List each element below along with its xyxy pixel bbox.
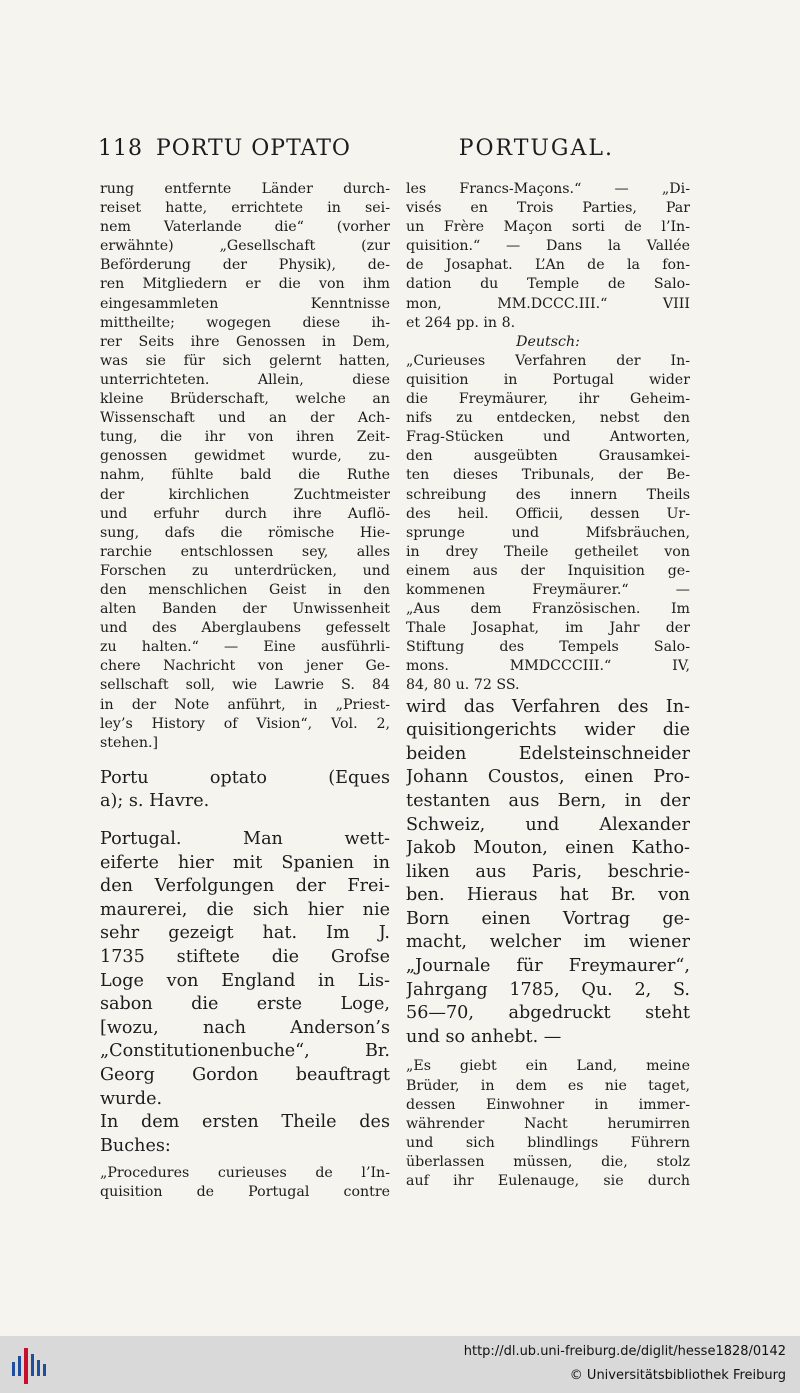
text-line: chere Nachricht von jener Ge- [100,658,390,675]
text-line: In dem ersten Theile des [100,1112,390,1133]
subheading-deutsch: Deutsch: [516,333,580,350]
text-line: erwähnte) „Gesellschaft (zur [100,238,390,255]
text-line: und des Aberglaubens gefesselt [100,620,390,637]
right-running-title: PORTUGAL. [458,136,614,161]
text-line: dessen Einwohner in immer- [406,1096,690,1113]
text-line: les Francs-Maçons.“ — „Di- [406,181,690,197]
text-line: Buches: [100,1135,171,1156]
text-line: in drey Theile getheilet von [406,543,690,560]
text-line: Frag-Stücken und Antworten, [406,429,690,446]
text-line: 84, 80 u. 72 SS. [406,677,520,694]
text-line: und sich blindlings Führern [406,1134,690,1151]
right-column [406,180,690,1191]
text-line: Johann Coustos, einen Pro- [406,767,690,788]
left-running-title: PORTU OPTATO [156,136,351,161]
left-quote-start [100,1164,390,1202]
text-line: sehr gezeigt hat. Im J. [100,923,390,944]
viewer-footer [0,1336,800,1393]
text-line: genossen gewidmet wurde, zu- [100,448,390,465]
text-line: liken aus Paris, beschrie- [406,861,690,882]
text-line: Jakob Mouton, einen Katho- [406,838,690,859]
text-line: Portu optato (Eques [100,767,390,788]
text-line: Beförderung der Physik), de- [100,257,390,274]
text-line: Born einen Vortrag ge- [406,908,690,929]
text-line: und so anhebt. — [406,1026,562,1047]
text-line: wird das Verfahren des In- [406,696,690,717]
text-line: Loge von England in Lis- [100,970,390,991]
text-line: „Journale für Freymaurer“, [406,956,690,977]
text-line: sung, dafs die römische Hie- [100,524,390,541]
text-line: in der Note anführt, in „Priest- [100,696,390,713]
text-line: 1735 stiftete die Grofse [100,946,390,967]
text-line: „Procedures curieuses de l’In- [100,1165,390,1182]
right-quote [406,1057,690,1191]
text-line: Thale Josaphat, im Jahr der [406,620,690,637]
text-line: et 264 pp. in 8. [406,314,516,331]
text-line: Stiftung des Tempels Salo- [406,639,690,656]
text-line: schreibung des innern Theils [406,486,690,503]
text-line: währender Nacht herumirren [406,1115,690,1132]
text-line: mon, MM.DCCC.III.“ VIII [406,295,690,312]
text-line: Brüder, in dem es nie taget, [406,1077,690,1094]
text-line: nifs zu entdecken, nebst den [406,410,690,427]
text-line: „Aus dem Französischen. Im [406,601,690,618]
text-line: rer Seits ihre Genossen in Dem, [100,333,390,350]
text-line: quisition de Portugal contre [100,1184,390,1201]
spacer [100,814,390,828]
text-line: quisition.“ — Dans la Vallée [406,238,690,255]
text-line: „Es giebt ein Land, meine [406,1058,690,1075]
text-line: quisition in Portugal wider [406,371,690,388]
text-line: alten Banden der Unwissenheit [100,601,390,618]
text-line: einem aus der Inquisition ge- [406,562,690,579]
text-line: un Frère Maçon sorti de l’In- [406,219,690,236]
left-column [100,180,390,1203]
text-line: und erfuhr durch ihre Auflö- [100,505,390,522]
text-line: der kirchlichen Zuchtmeister [100,486,390,503]
text-line: Wissenschaft und an der Ach- [100,410,390,427]
text-line: den Verfolgungen der Frei- [100,876,390,897]
copyright-notice: © Universitätsbibliothek Freiburg [569,1368,786,1383]
text-line: Forschen zu unterdrücken, und [100,562,390,579]
entry-portu-optato [100,767,390,814]
text-line: rung entfernte Länder durch- [100,181,390,197]
text-line: eiferte hier mit Spanien in [100,852,390,873]
text-line: Schweiz, und Alexander [406,814,690,835]
text-line: 56—70, abgedruckt steht [406,1003,690,1024]
text-line: nem Vaterlande die“ (vorher [100,219,390,236]
text-line: beiden Edelsteinschneider [406,743,690,764]
text-line: kommenen Freymäurer.“ — [406,581,690,598]
text-line: dation du Temple de Salo- [406,276,690,293]
text-line: „Curieuses Verfahren der In- [406,352,690,369]
text-line: Georg Gordon beauftragt [100,1064,390,1085]
text-line: „Constitutionenbuche“, Br. [100,1041,390,1062]
entry-portugal [100,828,390,1158]
text-line: Jahrgang 1785, Qu. 2, S. [406,979,690,1000]
text-line: wurde. [100,1088,163,1109]
right-block-1 [406,180,690,696]
text-line: reiset hatte, errichtete in sei- [100,200,390,217]
text-line: sprunge und Mifsbräuchen, [406,524,690,541]
text-line: überlassen müssen, die, stolz [406,1153,690,1170]
text-line: ten dieses Tribunals, der Be- [406,467,690,484]
text-line: rarchie entschlossen sey, alles [100,543,390,560]
text-line: eingesammleten Kenntnisse [100,295,390,312]
right-block-main [406,696,690,1050]
text-line: [wozu, nach Anderson’s [100,1017,390,1038]
text-line: visés en Trois Parties, Par [406,200,690,217]
text-line: tung, die ihr von ihren Zeit- [100,429,390,446]
text-line: ben. Hieraus hat Br. von [406,885,690,906]
text-line: stehen.] [100,734,159,751]
text-line: sellschaft soll, wie Lawrie S. 84 [100,677,390,694]
text-line: des heil. Officii, dessen Ur- [406,505,690,522]
text-line: sabon die erste Loge, [100,994,390,1015]
left-block-1 [100,180,390,753]
text-line: den ausgeübten Grausamkei- [406,448,690,465]
running-head [98,136,614,168]
text-line: Portugal. Man wett- [100,829,390,849]
text-line: nahm, fühlte bald die Ruthe [100,467,390,484]
university-library-logo-icon[interactable] [10,1346,50,1386]
text-line: zu halten.“ — Eine ausführli- [100,639,390,656]
text-line: ley’s History of Vision“, Vol. 2, [100,715,390,732]
text-line: macht, welcher im wiener [406,932,690,953]
text-line: a); s. Havre. [100,791,210,812]
text-line: auf ihr Eulenauge, sie durch [406,1173,690,1189]
text-line: mittheilte; wogegen diese ih- [100,314,390,331]
page-number: 118 [98,136,143,161]
text-line: ren Mitgliedern er die von ihm [100,276,390,293]
text-line: unterrichteten. Allein, diese [100,371,390,388]
text-line: was sie für sich gelernt hatten, [100,352,390,369]
text-line: quisitiongerichts wider die [406,720,690,741]
text-line: mons. MMDCCCIII.“ IV, [406,658,690,675]
spacer [100,753,390,767]
text-line: kleine Brüderschaft, welche an [100,391,390,408]
text-line: maurerei, die sich hier nie [100,899,390,920]
text-line: de Josaphat. L’An de la fon- [406,257,690,274]
text-line: den menschlichen Geist in den [100,581,390,598]
text-line: testanten aus Bern, in der [406,790,690,811]
text-line: die Freymäurer, ihr Geheim- [406,391,690,408]
permalink-url[interactable]: http://dl.ub.uni-freiburg.de/diglit/hesse1828/0142 [463,1344,786,1359]
